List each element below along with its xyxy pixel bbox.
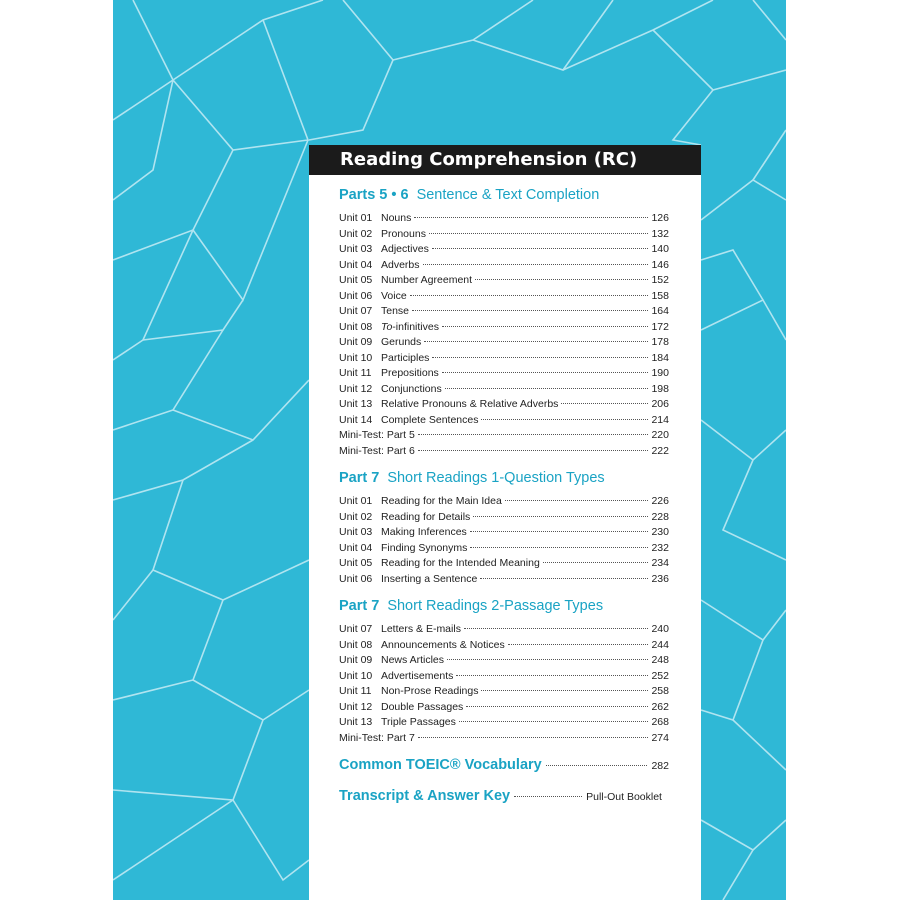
entry-page: 234 — [651, 557, 669, 569]
entry-page: 228 — [651, 510, 669, 523]
dot-leader — [432, 248, 648, 249]
toc-entry[interactable] — [339, 622, 669, 638]
entry-unit: Unit 01 — [339, 495, 373, 507]
toc-entry[interactable] — [339, 273, 669, 289]
entry-title: Triple Passages — [381, 716, 456, 728]
entry-page: 172 — [651, 320, 669, 333]
entry-title: Common TOEIC® Vocabulary — [339, 757, 542, 773]
entry-title: Tense — [381, 305, 410, 317]
dot-leader — [412, 310, 648, 311]
dot-leader — [481, 690, 648, 691]
toc-entry[interactable] — [339, 413, 669, 429]
table-of-contents-panel — [309, 145, 701, 900]
dot-leader — [418, 737, 648, 738]
entry-unit: Unit 04 — [339, 258, 373, 271]
entry-page: 222 — [651, 444, 669, 457]
section-part: Part 7 — [339, 470, 380, 486]
entry-page: 226 — [651, 495, 669, 507]
toc-entry-answer-key[interactable] — [339, 788, 669, 804]
dot-leader — [424, 341, 648, 342]
entry-title: Prepositions — [381, 367, 439, 379]
entry-page: 220 — [651, 429, 669, 441]
toc-entry[interactable] — [339, 242, 669, 258]
entry-unit: Unit 10 — [339, 669, 373, 682]
dot-leader — [480, 578, 648, 579]
entry-unit: Unit 06 — [339, 289, 373, 302]
entry-title: Gerunds — [381, 336, 422, 348]
dot-leader — [456, 675, 648, 676]
toc-entry[interactable] — [339, 494, 669, 510]
entry-unit: Unit 08 — [339, 320, 373, 333]
entry-page: 236 — [651, 572, 669, 585]
entry-title: Mini-Test: Part 7 — [339, 731, 415, 744]
entry-title: To-infinitives — [381, 320, 439, 333]
toc-entry-vocabulary[interactable] — [339, 757, 669, 773]
toc-entry[interactable] — [339, 556, 669, 572]
entry-page: 262 — [651, 700, 669, 713]
dot-leader — [470, 547, 648, 548]
entry-title: Number Agreement — [381, 274, 473, 286]
toc-entry[interactable] — [339, 211, 669, 227]
entry-title: Finding Synonyms — [381, 541, 468, 554]
entry-title: Transcript & Answer Key — [339, 788, 511, 804]
entry-page: Pull-Out Booklet — [586, 791, 662, 803]
entry-title: Conjunctions — [381, 382, 442, 395]
entry-page: 152 — [651, 274, 669, 286]
entry-unit: Unit 05 — [339, 274, 373, 286]
section-subtitle: Short Readings 1-Question Types — [387, 470, 605, 486]
entry-unit: Unit 05 — [339, 557, 373, 569]
entry-page: 268 — [651, 716, 669, 728]
section-heading — [339, 598, 603, 614]
section-subtitle: Short Readings 2-Passage Types — [387, 598, 604, 614]
toc-entry[interactable] — [339, 258, 669, 274]
toc-entry[interactable] — [339, 444, 669, 460]
toc-entry[interactable] — [339, 572, 669, 588]
entry-title: Participles — [381, 351, 430, 364]
entry-page: 146 — [651, 258, 669, 271]
dot-leader — [429, 233, 648, 234]
entry-title: Letters & E-mails — [381, 623, 461, 635]
toc-entry[interactable] — [339, 684, 669, 700]
entry-page: 140 — [651, 243, 669, 255]
entry-unit: Unit 13 — [339, 716, 373, 728]
entry-title: Mini-Test: Part 5 — [339, 429, 415, 441]
entry-unit: Unit 07 — [339, 623, 373, 635]
toc-entry[interactable] — [339, 638, 669, 654]
entry-title: Making Inferences — [381, 526, 467, 538]
dot-leader — [423, 264, 648, 265]
toc-entry[interactable] — [339, 525, 669, 541]
dot-leader — [447, 659, 648, 660]
toc-entry[interactable] — [339, 669, 669, 685]
entry-unit: Unit 08 — [339, 638, 373, 651]
dot-leader — [481, 419, 648, 420]
toc-entry[interactable] — [339, 541, 669, 557]
entry-unit: Unit 02 — [339, 227, 373, 240]
entry-page: 206 — [651, 398, 669, 410]
dot-leader — [464, 628, 648, 629]
dot-leader — [466, 706, 648, 707]
entry-title: Pronouns — [381, 227, 426, 240]
entry-unit: Unit 11 — [339, 367, 372, 379]
dot-leader — [508, 644, 648, 645]
entry-unit: Unit 12 — [339, 382, 373, 395]
entry-title: Relative Pronouns & Relative Adverbs — [381, 398, 559, 410]
entry-unit: Unit 12 — [339, 700, 373, 713]
section-heading — [339, 470, 605, 486]
toc-entry[interactable] — [339, 731, 669, 747]
dot-leader — [432, 357, 648, 358]
entry-page: 252 — [651, 669, 669, 682]
dot-leader — [410, 295, 648, 296]
entry-unit: Unit 09 — [339, 336, 373, 348]
entry-title: Adverbs — [381, 258, 420, 271]
entry-title: Announcements & Notices — [381, 638, 505, 651]
entry-unit: Unit 03 — [339, 243, 373, 255]
panel-title: Reading Comprehension (RC) — [309, 145, 701, 175]
toc-entry[interactable] — [339, 510, 669, 526]
entry-page: 126 — [651, 212, 669, 224]
entry-title: Adjectives — [381, 243, 429, 255]
entry-unit: Unit 07 — [339, 305, 373, 317]
entry-title: News Articles — [381, 654, 445, 666]
dot-leader — [473, 516, 648, 517]
entry-title: Reading for the Main Idea — [381, 495, 502, 507]
dot-leader — [418, 450, 648, 451]
entry-page: 214 — [651, 413, 669, 426]
dot-leader — [442, 326, 648, 327]
toc-entry[interactable] — [339, 335, 669, 351]
dot-leader — [546, 765, 648, 766]
dot-leader — [445, 388, 648, 389]
dot-leader — [514, 796, 582, 797]
entry-title: Double Passages — [381, 700, 464, 713]
entry-page: 244 — [651, 638, 669, 651]
entry-unit: Unit 14 — [339, 413, 373, 426]
dot-leader — [543, 562, 648, 563]
dot-leader — [414, 217, 648, 218]
dot-leader — [505, 500, 648, 501]
entry-page: 158 — [651, 289, 669, 302]
entry-title: Voice — [381, 289, 407, 302]
dot-leader — [418, 434, 648, 435]
entry-title: Non-Prose Readings — [381, 685, 479, 697]
toc-entry[interactable] — [339, 304, 669, 320]
section-part: Parts 5 • 6 — [339, 187, 409, 203]
entry-title: Complete Sentences — [381, 413, 479, 426]
entry-unit: Unit 06 — [339, 572, 373, 585]
entry-page: 248 — [651, 654, 669, 666]
toc-entry[interactable] — [339, 366, 669, 382]
toc-entry[interactable] — [339, 382, 669, 398]
dot-leader — [475, 279, 648, 280]
entry-unit: Unit 02 — [339, 510, 373, 523]
entry-page: 258 — [651, 685, 669, 697]
entry-title: Reading for the Intended Meaning — [381, 557, 540, 569]
entry-title: Advertisements — [381, 669, 454, 682]
toc-entry[interactable] — [339, 289, 669, 305]
toc-entry[interactable] — [339, 397, 669, 413]
entry-page: 132 — [651, 227, 669, 240]
dot-leader — [459, 721, 648, 722]
dot-leader — [442, 372, 648, 373]
section-subtitle: Sentence & Text Completion — [416, 187, 600, 203]
toc-entry[interactable] — [339, 351, 669, 367]
section-part: Part 7 — [339, 598, 380, 614]
entry-unit: Unit 13 — [339, 398, 373, 410]
entry-page: 164 — [651, 305, 669, 317]
entry-page: 240 — [651, 623, 669, 635]
entry-unit: Unit 10 — [339, 351, 373, 364]
entry-page: 230 — [651, 526, 669, 538]
dot-leader — [561, 403, 648, 404]
entry-page: 190 — [651, 367, 669, 379]
toc-entry[interactable] — [339, 715, 669, 731]
entry-page: 282 — [651, 760, 669, 772]
entry-title: Nouns — [381, 212, 412, 224]
entry-page: 198 — [651, 382, 669, 395]
entry-title: Reading for Details — [381, 510, 471, 523]
section-heading — [339, 187, 599, 203]
entry-page: 178 — [651, 336, 669, 348]
entry-unit: Unit 09 — [339, 654, 373, 666]
dot-leader — [470, 531, 648, 532]
entry-page: 274 — [651, 731, 669, 744]
entry-title: Mini-Test: Part 6 — [339, 444, 415, 457]
entry-unit: Unit 11 — [339, 685, 372, 697]
entry-title: Inserting a Sentence — [381, 572, 478, 585]
entry-unit: Unit 03 — [339, 526, 373, 538]
entry-unit: Unit 04 — [339, 541, 373, 554]
toc-entry[interactable] — [339, 227, 669, 243]
toc-entry[interactable] — [339, 700, 669, 716]
toc-entry[interactable] — [339, 428, 669, 444]
entry-unit: Unit 01 — [339, 212, 373, 224]
entry-page: 232 — [651, 541, 669, 554]
entry-page: 184 — [651, 351, 669, 364]
toc-entry[interactable] — [339, 320, 669, 336]
toc-entry[interactable] — [339, 653, 669, 669]
